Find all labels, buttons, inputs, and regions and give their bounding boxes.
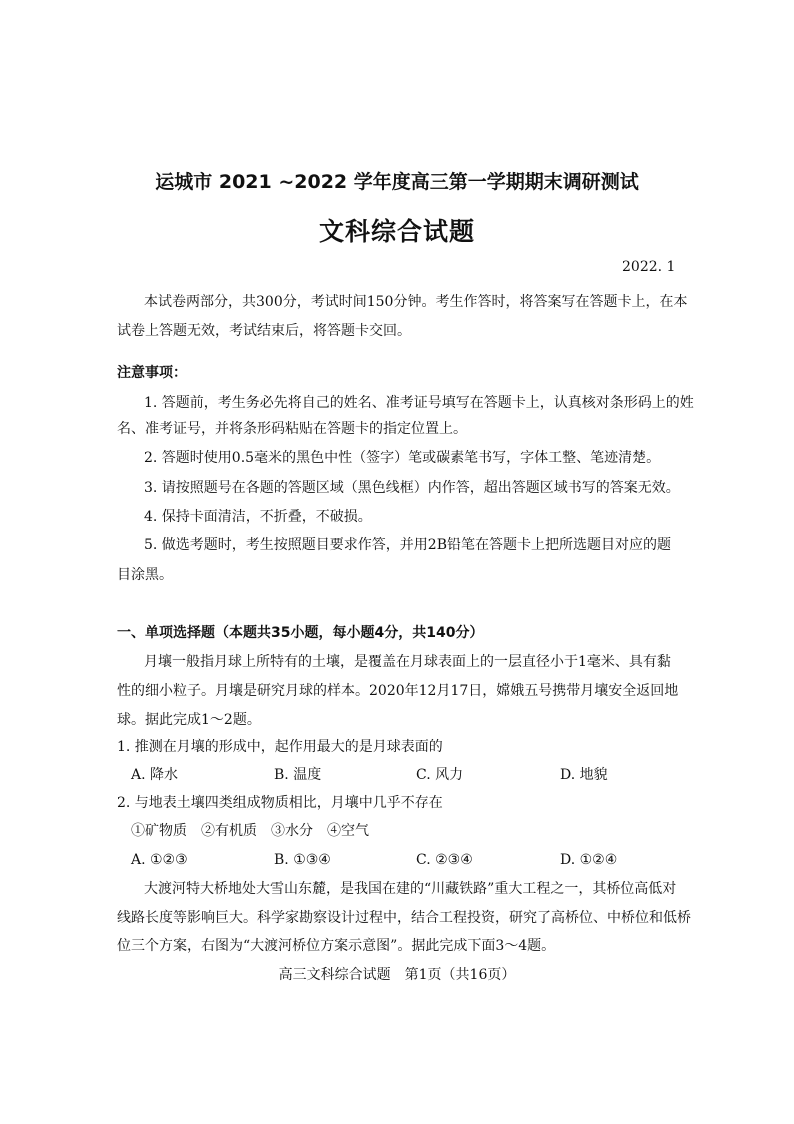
notes-heading: 注意事项： (117, 365, 187, 381)
intro-line-1: 本试卷两部分，共300分，考试时间150分钟。考生作答时，将答案写在答题卡上，在本 (144, 294, 688, 310)
note-item-5-line-1: 5. 做选考题时，考生按照题目要求作答，并用2B铅笔在答题卡上把所选题目对应的题 (144, 537, 672, 553)
note-item-4: 4. 保持卡面清洁，不折叠，不破损。 (144, 509, 372, 525)
question-1-option-b: B. 温度 (274, 767, 322, 783)
question-2-option-c: C. ②③④ (416, 852, 473, 868)
passage-2-line-3: 位三个方案，右图为“大渡河桥位方案示意图”。据此完成下面3～4题。 (117, 938, 556, 954)
passage-2-line-2: 线路长度等影响巨大。科学家勘察设计过程中，结合工程投资，研究了高桥位、中桥位和低桥 (117, 910, 691, 926)
question-2-option-a: A. ①②③ (131, 852, 188, 868)
exam-date: 2022. 1 (622, 259, 676, 275)
passage-2-line-1: 大渡河特大桥地处大雪山东麓，是我国在建的“川藏铁路”重大工程之一，其桥位高低对 (144, 881, 677, 897)
page-footer: 高三文科综合试题 第1页（共16页） (278, 967, 516, 983)
section-heading: 一、单项选择题（本题共35小题，每小题4分，共140分） (117, 625, 484, 641)
note-item-2: 2. 答题时使用0.5毫米的黑色中性（签字）笔或碳素笔书写，字体工整、笔迹清楚。 (144, 450, 661, 466)
passage-1-line-1: 月壤一般指月球上所特有的土壤，是覆盖在月球表面上的一层直径小于1毫米、具有黏 (144, 654, 671, 670)
question-1-option-a: A. 降水 (131, 767, 179, 783)
question-2-option-d: D. ①②④ (560, 852, 618, 868)
question-2-stem: 2. 与地表土壤四类组成物质相比，月壤中几乎不存在 (117, 795, 443, 811)
note-item-5-line-2: 目涂黑。 (117, 567, 173, 583)
passage-1-line-2: 性的细小粒子。月壤是研究月球的样本。2020年12月17日，嫦娥五号携带月壤安全返回地 (117, 683, 679, 699)
note-item-1-line-1: 1. 答题前，考生务必先将自己的姓名、准考证号填写在答题卡上，认真核对条形码上的姓 (144, 395, 694, 411)
intro-line-2: 试卷上答题无效，考试结束后，将答题卡交回。 (117, 323, 411, 339)
note-item-1-line-2: 名、准考证号，并将条形码粘贴在答题卡的指定位置上。 (117, 421, 467, 437)
question-2-items: ①矿物质 ②有机质 ③水分 ④空气 (131, 823, 369, 839)
question-1-option-d: D. 地貌 (560, 767, 608, 783)
exam-title: 运城市 2021 ~2022 学年度高三第一学期期末调研测试 (155, 171, 639, 193)
question-2-option-b: B. ①③④ (274, 852, 331, 868)
question-1-option-c: C. 风力 (416, 767, 464, 783)
exam-subtitle: 文科综合试题 (318, 217, 475, 246)
note-item-3: 3. 请按照题号在各题的答题区域（黑色线框）内作答，超出答题区域书写的答案无效。 (144, 480, 680, 496)
question-1-stem: 1. 推测在月壤的形成中，起作用最大的是月球表面的 (117, 739, 443, 755)
passage-1-line-3: 球。据此完成1～2题。 (117, 712, 261, 728)
